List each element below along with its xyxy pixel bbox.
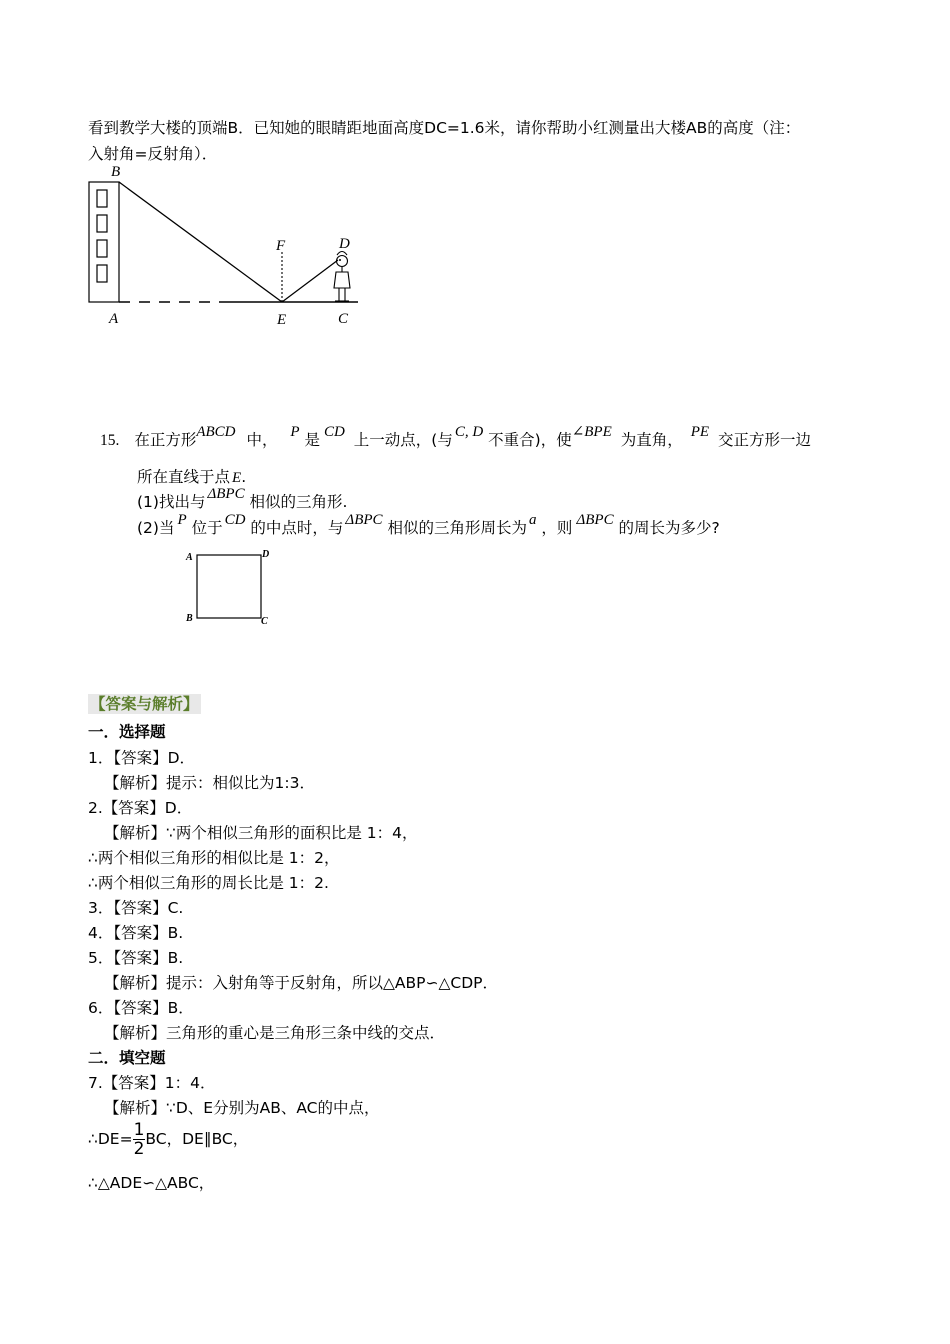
label-d: D: [262, 549, 270, 560]
building-window: [97, 265, 107, 282]
label-a: A: [186, 552, 193, 563]
answer-line: 【解析】三角形的重心是三角形三条中线的交点．: [104, 1024, 446, 1042]
building-window: [97, 215, 107, 232]
label-b: B: [111, 164, 121, 180]
fraction-one-half: $\frac{1}{2}$: [133, 1120, 145, 1159]
answer-line: 7.【答案】1：4．: [88, 1074, 216, 1092]
label-c: C: [338, 311, 349, 327]
q15-sub-1: (1)找出与 ΔBPC 相似的三角形.: [137, 486, 348, 511]
label-e: E: [277, 312, 287, 328]
answers-header: 【答案与解析】: [90, 695, 199, 713]
q15-sub-2: (2)当 P 位于 CD 的中点时，与 ΔBPC 相似的三角形周长为 a ，则 ΔBPC 的周长为多少?: [137, 512, 720, 537]
answer-line: 6．【答案】B．: [88, 999, 194, 1017]
label-c: C: [261, 616, 268, 627]
answer-line-fraction: ∴DE= $\frac{1}{2}$ BC，DE∥BC，: [88, 1120, 249, 1159]
label-b: B: [186, 613, 193, 624]
intro-line-2: 入射角=反射角）．: [88, 145, 218, 163]
q15-number: 15.: [100, 432, 120, 449]
building-window: [97, 240, 107, 257]
answer-line: ∴△ADE∽△ABC，: [88, 1174, 215, 1192]
q15-line-2: 所在直线于点 E.: [137, 468, 247, 486]
answer-line: 【解析】∵D、E分别为AB、AC的中点，: [104, 1099, 380, 1117]
answer-line: 1．【答案】D．: [88, 749, 196, 767]
answer-line: 3．【答案】C.: [88, 899, 184, 917]
reflection-figure: [80, 160, 370, 330]
intro-line-1: 看到教学大楼的顶端B．已知她的眼睛距地面高度DC=1.6米，请你帮助小红测量出大楼AB的高度（注：: [88, 119, 801, 137]
building: [89, 182, 119, 302]
ray-ed: [282, 260, 338, 302]
square-abcd: [197, 555, 261, 618]
answer-line: 【解析】提示：相似比为1:3．: [104, 774, 315, 792]
section-fill: 二．填空题: [88, 1049, 166, 1067]
square-figure: [180, 545, 280, 630]
section-choice: 一．选择题: [88, 723, 166, 741]
girl-figure: [334, 252, 350, 302]
answer-line: 2.【答案】D．: [88, 799, 193, 817]
answer-line: ∴两个相似三角形的周长比是 1：2.: [88, 874, 329, 892]
q15-line-1: 15. 在正方形ABCD 中， P 是 CD 上一动点，(与 C, D 不重合)，使∠BPE 为直角， PE 交正方形一边: [100, 424, 811, 449]
building-window: [97, 190, 107, 207]
ray-be: [119, 182, 282, 302]
answer-line: 【解析】∵两个相似三角形的面积比是 1：4，: [104, 824, 418, 842]
label-f: F: [276, 238, 286, 254]
answer-line: ∴两个相似三角形的相似比是 1：2，: [88, 849, 340, 867]
label-d: D: [339, 236, 350, 252]
answer-line: 5．【答案】B.: [88, 949, 184, 967]
label-a: A: [109, 311, 119, 327]
answer-line: 4．【答案】B.: [88, 924, 184, 942]
answer-line: 【解析】提示：入射角等于反射角，所以△ABP∽△CDP．: [104, 974, 499, 992]
